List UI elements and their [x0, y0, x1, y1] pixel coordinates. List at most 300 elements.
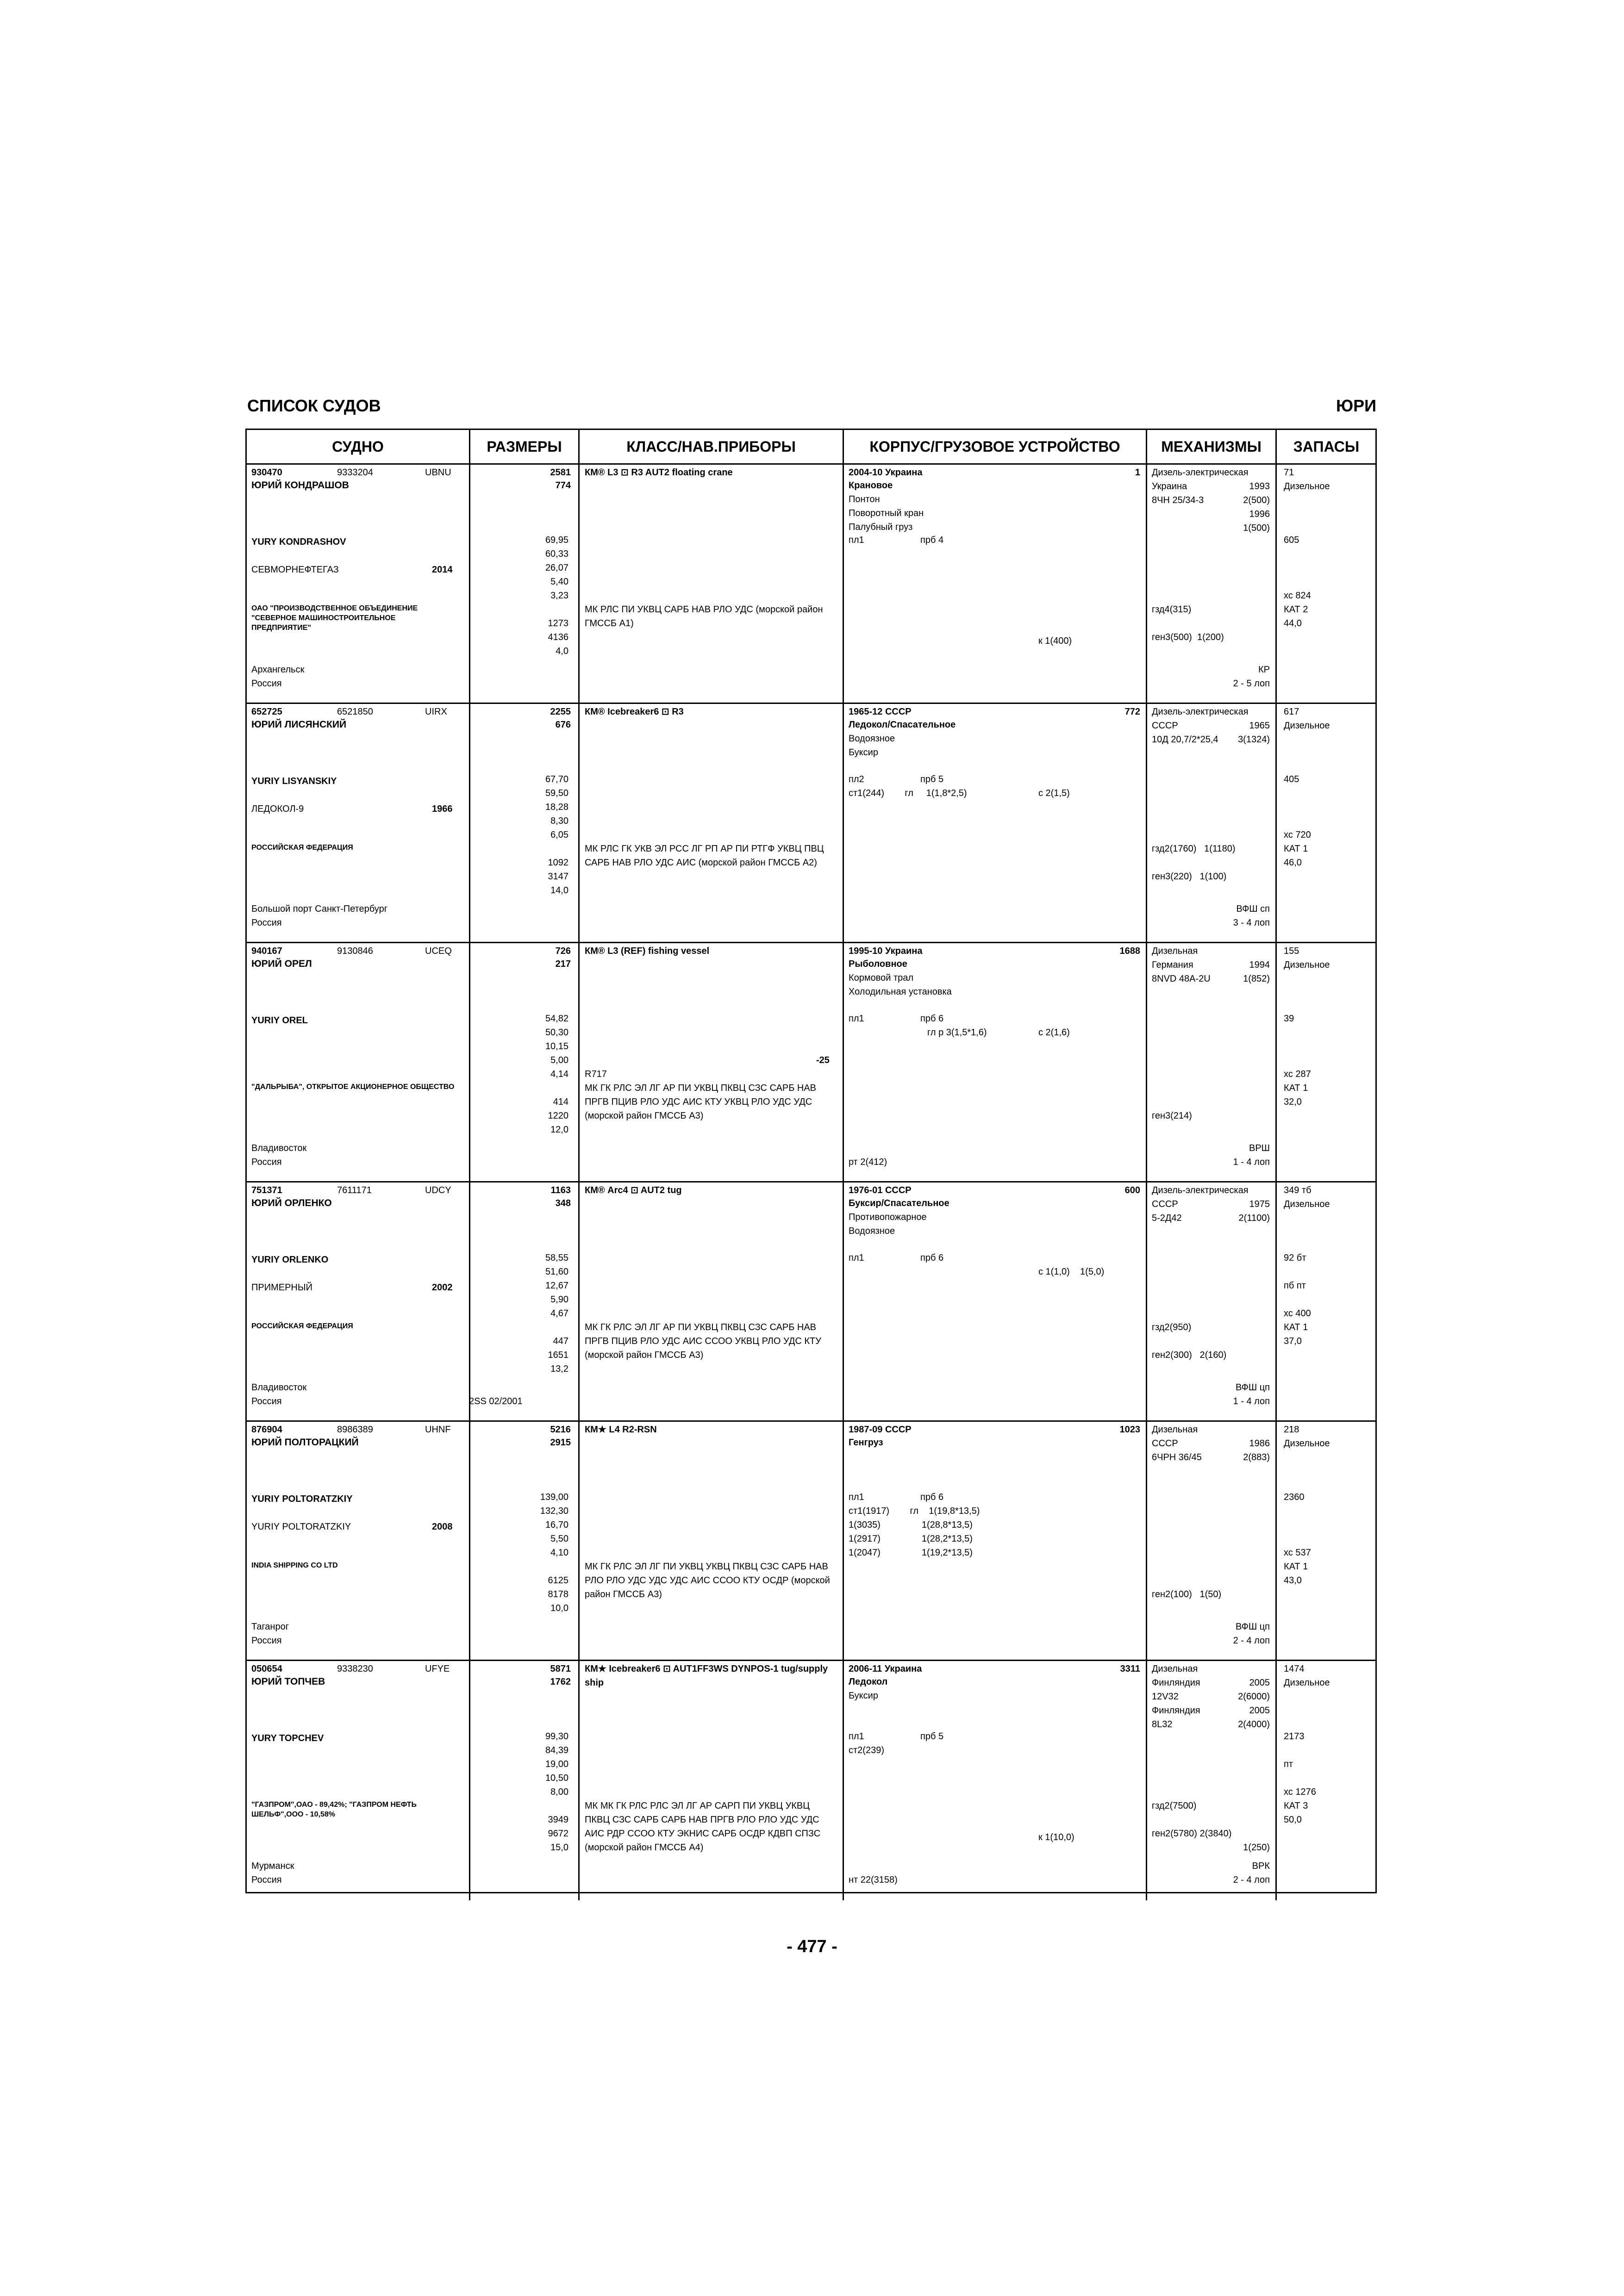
vessel-former-name: ЛЕДОКОЛ-9: [251, 804, 304, 814]
gross-tonnage: 5216: [550, 1425, 571, 1435]
size-value: 3,23: [550, 591, 568, 601]
hull-extra: с 2(1,6): [1038, 1027, 1070, 1038]
size-value: 5,90: [550, 1294, 568, 1305]
navigation-equipment: МК ГК РЛС ЭЛ ЛГ АР ПИ УКВЦ ПКВЦ СЗС САРБ НАВ ПРГВ ПЦИВ РЛО УДС АИС ССОО УКВЦ РЛО УДС КТУ (морской район ГМССБ А3): [585, 1322, 821, 1360]
col-header-class: КЛАСС/НАВ.ПРИБОРЫ: [626, 438, 796, 455]
vessel-name-latin: YURY KONDRASHOV: [251, 537, 346, 547]
vessel-owner: ОАО "ПРОИЗВОДСТВЕННОЕ ОБЪЕДИНЕНИЕ "СЕВЕРНОЕ МАШИНОСТРОИТЕЛЬНОЕ ПРЕДПРИЯТИЕ": [251, 604, 418, 632]
ship-record: [247, 1422, 1375, 1661]
column-divider: [469, 465, 470, 703]
hull-decks: пл1: [849, 1492, 864, 1502]
column-divider: [1275, 1422, 1277, 1660]
hull-type: Генгруз: [849, 1437, 883, 1448]
class-notation: КМ® Icebreaker6 ⊡ R3: [585, 707, 684, 717]
column-divider: [843, 943, 844, 1181]
size-value: 13,2: [550, 1364, 568, 1374]
column-divider: [843, 704, 844, 942]
ship-record: [247, 1661, 1375, 1900]
generator-aux: ген2(5780) 2(3840): [1152, 1829, 1232, 1839]
net-tonnage: 2915: [550, 1437, 571, 1448]
generator-aux: ген3(500) 1(200): [1152, 632, 1224, 642]
column-divider: [578, 943, 580, 1181]
col-header-supplies: ЗАПАСЫ: [1293, 438, 1360, 455]
size-value: 54,82: [545, 1014, 568, 1024]
size-value: 15,0: [550, 1842, 568, 1853]
hull-type: Противопожарное: [849, 1212, 927, 1222]
supplies-value: КАТ 1: [1284, 844, 1308, 854]
navigation-equipment: МК МК ГК РЛС РЛС ЭЛ ЛГ АР САРП ПИ УКВЦ УКВЦ ПКВЦ СЗС САРБ САРБ НАВ ПРГВ РЛО РЛО УДС УДС АИС РДР ССОО КТУ ЭКНИС САРБ ОСДР КДВП СПЗС (морской район ГМССБ А4): [585, 1801, 821, 1853]
supplies-value: 71: [1284, 467, 1294, 478]
vessel-name-latin: YURIY LISYANSKIY: [251, 776, 337, 786]
size-value: 9672: [548, 1829, 568, 1839]
hull-type: Поворотный кран: [849, 508, 924, 518]
size-value: 1092: [548, 858, 568, 868]
vessel-imo: 876904: [251, 1425, 282, 1435]
table-header: [247, 430, 1375, 465]
hull-type: Буксир/Спасательное: [849, 1198, 949, 1208]
supplies-value: 44,0: [1284, 618, 1302, 628]
vessel-country: Россия: [251, 678, 282, 689]
size-value: 132,30: [540, 1506, 568, 1516]
crew-info: 1 - 4 лоп: [1233, 1396, 1270, 1406]
column-divider: [843, 1182, 844, 1420]
navigation-equipment: R717 МК ГК РЛС ЭЛ ЛГ АР ПИ УКВЦ ПКВЦ СЗС САРБ НАВ ПРГВ ПЦИВ РЛО УДС АИС КТУ УКВЦ РЛО УДС УДС (морской район ГМССБ А3): [585, 1069, 817, 1121]
net-tonnage: 348: [555, 1198, 571, 1208]
gross-tonnage: 1163: [550, 1185, 571, 1195]
supplies-value: хс 287: [1284, 1069, 1311, 1079]
class-notation: КМ★ L4 R2-RSN: [585, 1425, 657, 1435]
hull-build-year: 1987-09 СССР: [849, 1425, 912, 1435]
vessel-callsign: UCEQ: [425, 946, 452, 956]
generator-main: гзд2(1760) 1(1180): [1152, 844, 1236, 854]
generator-aux: ген2(300) 2(160): [1152, 1350, 1227, 1360]
hull-number: 3311: [1120, 1664, 1140, 1674]
vessel-port: Большой порт Санкт-Петербург: [251, 904, 388, 914]
hull-type: Крановое: [849, 480, 893, 491]
supplies-value: 218: [1284, 1425, 1299, 1435]
column-divider: [1275, 1182, 1277, 1420]
vessel-owner: РОССИЙСКАЯ ФЕДЕРАЦИЯ: [251, 844, 353, 852]
vessel-former-name: СЕВМОРНЕФТЕГАЗ: [251, 565, 339, 575]
vessel-imo: 050654: [251, 1664, 282, 1674]
supplies-value: КАТ 1: [1284, 1083, 1308, 1093]
cargo-gear: 1(2047) 1(19,2*13,5): [849, 1548, 973, 1558]
hull-type: Водоязное: [849, 1226, 895, 1236]
propulsion-type: КР: [1258, 665, 1270, 675]
vessel-callsign: UBNU: [425, 467, 451, 478]
size-value: 3949: [548, 1815, 568, 1825]
vessel-callsign: UFYE: [425, 1664, 450, 1674]
vessel-former-name: YURIY POLTORATZKIY: [251, 1522, 351, 1532]
vessel-former-year: 2008: [432, 1522, 453, 1532]
engine-country: СССР: [1152, 721, 1178, 731]
vessel-country: Россия: [251, 1875, 282, 1885]
vessel-callsign: UHNF: [425, 1425, 451, 1435]
propulsion-type: ВРК: [1252, 1861, 1270, 1871]
supplies-value: 50,0: [1284, 1815, 1302, 1825]
size-value: 3147: [548, 871, 568, 882]
size-value: 59,50: [545, 788, 568, 798]
class-notation: КМ® Arc4 ⊡ AUT2 tug: [585, 1185, 682, 1195]
vessel-imo: 652725: [251, 707, 282, 717]
engine-year: 1975: [1249, 1199, 1270, 1209]
class-notation: КМ® L3 ⊡ R3 AUT2 floating crane: [585, 467, 733, 478]
ship-record: [247, 943, 1375, 1182]
supplies-value: 405: [1284, 774, 1299, 784]
size-value: 8178: [548, 1589, 568, 1599]
vessel-name-ru: ЮРИЙ ОРЕЛ: [251, 958, 312, 969]
size-value: 14,0: [550, 885, 568, 896]
size-value: 69,95: [545, 535, 568, 545]
hull-number: 772: [1124, 707, 1140, 717]
size-value: 8,00: [550, 1787, 568, 1797]
class-notation: КМ® L3 (REF) fishing vessel: [585, 946, 710, 956]
generator-aux: ген3(220) 1(100): [1152, 871, 1227, 882]
engine-type: Дизельная: [1152, 1664, 1198, 1674]
hull-build-year: 2004-10 Украина: [849, 467, 923, 478]
size-value: 19,00: [545, 1759, 568, 1769]
engine-year: 2005: [1249, 1678, 1270, 1688]
fuel-tanks: нт 22(3158): [849, 1875, 898, 1885]
hull-extra: с 2(1,5): [1038, 788, 1070, 798]
vessel-id-number: 7611171: [337, 1185, 372, 1195]
engine-power: 1996: [1249, 509, 1270, 519]
column-divider: [469, 704, 470, 942]
hull-decks: пл1: [849, 1731, 864, 1742]
column-divider: [1275, 465, 1277, 703]
supplies-value: 43,0: [1284, 1575, 1302, 1586]
generator-extra: 1(250): [1243, 1842, 1270, 1853]
crew-info: 1 - 4 лоп: [1233, 1157, 1270, 1167]
hull-bulkheads: прб 6: [920, 1492, 944, 1502]
gross-tonnage: 2255: [550, 707, 571, 717]
supplies-value: 2173: [1284, 1731, 1305, 1742]
propulsion-type: ВРШ: [1249, 1143, 1270, 1153]
column-divider: [469, 1422, 470, 1660]
hull-type: Ледокол: [849, 1677, 888, 1687]
cargo-gear: ст1(1917) гл 1(19,8*13,5): [849, 1506, 980, 1516]
engine-type: Дизельная: [1152, 1425, 1198, 1435]
engine-year: 1965: [1249, 721, 1270, 731]
supplies-value: 32,0: [1284, 1097, 1302, 1107]
vessel-former-year: 2002: [432, 1282, 453, 1293]
size-value: 12,67: [545, 1281, 568, 1291]
vessel-name-latin: YURIY POLTORATZKIY: [251, 1494, 353, 1504]
hull-number: 1688: [1119, 946, 1140, 956]
supplies-value: 605: [1284, 535, 1299, 545]
size-value: 18,28: [545, 802, 568, 812]
supplies-value: 37,0: [1284, 1336, 1302, 1346]
size-value: 447: [553, 1336, 568, 1346]
vessel-owner: "ДАЛЬРЫБА", ОТКРЫТОЕ АКЦИОНЕРНОЕ ОБЩЕСТВО: [251, 1083, 455, 1091]
supplies-value: 349 тб: [1284, 1185, 1312, 1195]
size-value: 414: [553, 1097, 568, 1107]
engine-power: 2(1100): [1238, 1213, 1270, 1223]
hull-bulkheads: прб 5: [920, 774, 944, 784]
supplies-value: хс 824: [1284, 591, 1311, 601]
engine-type: Дизель-электрическая: [1152, 467, 1249, 478]
size-value: 4,10: [550, 1548, 568, 1558]
supplies-value: 92 бт: [1284, 1253, 1306, 1263]
column-divider: [1146, 704, 1147, 942]
engine-model: 5-2Д42: [1152, 1213, 1182, 1223]
col-header-sizes: РАЗМЕРЫ: [487, 438, 562, 455]
class-notation: КМ★ Icebreaker6 ⊡ AUT1FF3WS DYNPOS-1 tug/supply ship: [585, 1664, 828, 1688]
engine-power: 1(500): [1243, 523, 1270, 533]
engine-model: 12V32: [1152, 1692, 1179, 1702]
size-value: 60,33: [545, 549, 568, 559]
vessel-imo: 930470: [251, 467, 282, 478]
hull-type: Понтон: [849, 494, 880, 504]
size-value: 6125: [548, 1575, 568, 1586]
size-value: 5,50: [550, 1534, 568, 1544]
size-value: 4136: [548, 632, 568, 642]
supplies-value: 155: [1284, 946, 1299, 956]
col-header-machinery: МЕХАНИЗМЫ: [1161, 438, 1262, 455]
engine-country: Украина: [1152, 481, 1187, 492]
size-value: 1273: [548, 618, 568, 628]
size-value: 10,0: [550, 1603, 568, 1613]
navigation-equipment: МК ГК РЛС ЭЛ ЛГ ПИ УКВЦ УКВЦ ПКВЦ СЗС САРБ НАВ РЛО РЛО УДС УДС УДС АИС ССОО КТУ ОСДР (морской район ГМССБ А3): [585, 1562, 830, 1599]
vessel-callsign: UDCY: [425, 1185, 451, 1195]
gross-tonnage: 2581: [550, 467, 571, 478]
engine-country-2: Финляндия: [1152, 1705, 1200, 1716]
fuel-tanks: рт 2(412): [849, 1157, 887, 1167]
hull-extra: с 1(1,0) 1(5,0): [1038, 1267, 1105, 1277]
size-value: 67,70: [545, 774, 568, 784]
hull-type: Холодильная установка: [849, 987, 952, 997]
generator-aux: ген3(214): [1152, 1111, 1192, 1121]
engine-type: Дизель-электрическая: [1152, 1185, 1249, 1195]
vessel-port: Владивосток: [251, 1382, 307, 1393]
generator-aux: ген2(100) 1(50): [1152, 1589, 1222, 1599]
vessel-id-number: 6521850: [337, 707, 373, 717]
column-divider: [843, 1661, 844, 1900]
engine-year: 1993: [1249, 481, 1270, 492]
cargo-gear: 1(3035) 1(28,8*13,5): [849, 1520, 973, 1530]
supplies-value: Дизельное: [1284, 1199, 1330, 1209]
vessel-name-ru: ЮРИЙ ЛИСЯНСКИЙ: [251, 719, 347, 730]
column-divider: [843, 1422, 844, 1660]
engine-power: 2(500): [1243, 495, 1270, 505]
crew-info: 2 - 5 лоп: [1233, 678, 1270, 689]
ship-record: [247, 704, 1375, 943]
supplies-value: Дизельное: [1284, 1438, 1330, 1449]
size-value: 4,0: [556, 646, 568, 656]
hull-extra: к 1(10,0): [1038, 1832, 1074, 1842]
supplies-value: КАТ 3: [1284, 1801, 1308, 1811]
size-value: 5,40: [550, 577, 568, 587]
hull-bulkheads: прб 4: [920, 535, 944, 545]
net-tonnage: 676: [555, 720, 571, 730]
supplies-value: 1474: [1284, 1664, 1305, 1674]
propulsion-type: ВФШ цп: [1235, 1382, 1270, 1393]
size-value: 1220: [548, 1111, 568, 1121]
size-value: 139,00: [540, 1492, 568, 1502]
column-divider: [843, 465, 844, 703]
hull-decks: пл1: [849, 535, 864, 545]
column-divider: [578, 1182, 580, 1420]
size-value: 8,30: [550, 816, 568, 826]
vessel-id-number: 9333204: [337, 467, 373, 478]
hull-type: Буксир: [849, 1691, 878, 1701]
size-value: 1651: [548, 1350, 568, 1360]
supplies-value: хс 720: [1284, 830, 1311, 840]
supplies-value: Дизельное: [1284, 721, 1330, 731]
navigation-equipment: МК РЛС ГК УКВ ЭЛ РСС ЛГ РП АР ПИ РТГФ УКВЦ ПВЦ САРБ НАВ РЛО УДС АИС (морской район ГМССБ А2): [585, 844, 824, 868]
page-header-title: СПИСОК СУДОВ: [247, 396, 381, 415]
hull-decks: пл2: [849, 774, 864, 784]
engine-type: Дизель-электрическая: [1152, 707, 1249, 717]
size-value: 50,30: [545, 1027, 568, 1038]
column-divider: [469, 1182, 470, 1420]
vessel-country: Россия: [251, 1157, 282, 1167]
column-divider: [1146, 1661, 1147, 1900]
size-value: 26,07: [545, 563, 568, 573]
vessel-former-year: 1966: [432, 804, 453, 814]
hull-build-year: 1965-12 СССР: [849, 707, 912, 717]
column-divider: [1146, 465, 1147, 703]
net-tonnage: 1762: [550, 1677, 571, 1687]
engine-country: СССР: [1152, 1199, 1178, 1209]
hull-build-year: 1995-10 Украина: [849, 946, 923, 956]
engine-power: 2005: [1249, 1705, 1270, 1716]
navigation-equipment: МК РЛС ПИ УКВЦ САРБ НАВ РЛО УДС (морской район ГМССБ А1): [585, 604, 823, 628]
hull-decks: пл1: [849, 1253, 864, 1263]
page-header-section: ЮРИ: [1336, 396, 1376, 415]
engine-power: 3(1324): [1238, 734, 1270, 745]
size-value: 51,60: [545, 1267, 568, 1277]
size-value: 10,15: [545, 1041, 568, 1052]
size-value: 6,05: [550, 830, 568, 840]
vessel-owner: INDIA SHIPPING CO LTD: [251, 1562, 338, 1569]
supplies-value: 39: [1284, 1014, 1294, 1024]
cargo-gear: ст2(239): [849, 1745, 884, 1755]
crew-info: 3 - 4 лоп: [1233, 918, 1270, 928]
vessel-owner: РОССИЙСКАЯ ФЕДЕРАЦИЯ: [251, 1322, 353, 1330]
engine-country: Финляндия: [1152, 1678, 1200, 1688]
supplies-value: КАТ 2: [1284, 604, 1308, 615]
vessel-note: 2SS 02/2001: [469, 1396, 523, 1406]
cargo-gear: гл р 3(1,5*1,6): [927, 1027, 987, 1038]
size-value: 16,70: [545, 1520, 568, 1530]
engine-model: 8NVD 48A-2U: [1152, 974, 1211, 984]
vessel-imo: 940167: [251, 946, 282, 956]
supplies-value: хс 400: [1284, 1308, 1311, 1319]
engine-power: 1(852): [1243, 974, 1270, 984]
vessel-port: Таганрог: [251, 1622, 289, 1632]
hull-bulkheads: прб 5: [920, 1731, 944, 1742]
engine-country: СССР: [1152, 1438, 1178, 1449]
hull-decks: пл1: [849, 1014, 864, 1024]
engine-power: 2(4000): [1238, 1719, 1270, 1730]
vessel-id-number: 9338230: [337, 1664, 373, 1674]
vessel-country: Россия: [251, 918, 282, 928]
hull-extra: к 1(400): [1038, 636, 1072, 646]
engine-model: 8ЧН 25/34-3: [1152, 495, 1204, 505]
page-number: - 477 -: [787, 1937, 837, 1956]
supplies-value: Дизельное: [1284, 481, 1330, 492]
engine-year: 1994: [1249, 960, 1270, 970]
column-divider: [1275, 943, 1277, 1181]
supplies-value: Дизельное: [1284, 1678, 1330, 1688]
size-value: 99,30: [545, 1731, 568, 1742]
gross-tonnage: 726: [555, 946, 571, 956]
hull-build-year: 1976-01 СССР: [849, 1185, 912, 1195]
vessel-id-number: 8986389: [337, 1425, 373, 1435]
column-divider: [1146, 1182, 1147, 1420]
supplies-value: Дизельное: [1284, 960, 1330, 970]
vessel-port: Владивосток: [251, 1143, 307, 1153]
crew-info: 2 - 4 лоп: [1233, 1875, 1270, 1885]
column-divider: [578, 704, 580, 942]
supplies-value: 617: [1284, 707, 1299, 717]
engine-model: 10Д 20,7/2*25,4: [1152, 734, 1218, 745]
vessel-owner: "ГАЗПРОМ",ОАО - 89,42%; "ГАЗПРОМ НЕФТЬ ШЕЛЬФ",ООО - 10,58%: [251, 1801, 417, 1818]
supplies-value: КАТ 1: [1284, 1562, 1308, 1572]
vessel-name-ru: ЮРИЙ ПОЛТОРАЦКИЙ: [251, 1437, 359, 1448]
vessel-former-name: ПРИМЕРНЫЙ: [251, 1282, 312, 1293]
engine-model: 6ЧРН 36/45: [1152, 1452, 1202, 1462]
engine-country: Германия: [1152, 960, 1193, 970]
class-extra: -25: [816, 1055, 830, 1065]
vessel-name-ru: ЮРИЙ КОНДРАШОВ: [251, 480, 349, 491]
hull-type: Кормовой трал: [849, 973, 914, 983]
propulsion-type: ВФШ цп: [1235, 1622, 1270, 1632]
column-divider: [578, 465, 580, 703]
cargo-gear: 1(2917) 1(28,2*13,5): [849, 1534, 973, 1544]
vessel-callsign: UIRX: [425, 707, 447, 717]
vessel-country: Россия: [251, 1636, 282, 1646]
net-tonnage: 774: [555, 480, 571, 491]
vessel-name-ru: ЮРИЙ ОРЛЕНКО: [251, 1198, 332, 1208]
hull-type: Палубный груз: [849, 522, 913, 532]
ship-record: [247, 465, 1375, 704]
engine-power: 2(883): [1243, 1452, 1270, 1462]
hull-number: 1023: [1119, 1425, 1140, 1435]
generator-main: гзд2(950): [1152, 1322, 1192, 1332]
column-divider: [1146, 1422, 1147, 1660]
size-value: 10,50: [545, 1773, 568, 1783]
col-header-hull: КОРПУС/ГРУЗОВОЕ УСТРОЙСТВО: [869, 438, 1120, 455]
generator-main: гзд4(315): [1152, 604, 1192, 615]
engine-model-2: 8L32: [1152, 1719, 1173, 1730]
engine-power: 2(6000): [1238, 1692, 1270, 1702]
supplies-value: КАТ 1: [1284, 1322, 1308, 1332]
supplies-value: 46,0: [1284, 858, 1302, 868]
vessel-name-ru: ЮРИЙ ТОПЧЕВ: [251, 1676, 325, 1687]
column-divider: [578, 1422, 580, 1660]
column-divider: [578, 1661, 580, 1900]
hull-type: Рыболовное: [849, 959, 907, 969]
vessel-port: Мурманск: [251, 1861, 294, 1871]
hull-number: 1: [1135, 467, 1140, 478]
size-value: 4,67: [550, 1308, 568, 1319]
column-divider: [469, 1661, 470, 1900]
column-divider: [1275, 1661, 1277, 1900]
vessel-name-latin: YURIY OREL: [251, 1015, 308, 1026]
size-value: 84,39: [545, 1745, 568, 1755]
column-divider: [1146, 943, 1147, 1181]
col-header-vessel: СУДНО: [332, 438, 384, 455]
vessel-country: Россия: [251, 1396, 282, 1406]
vessel-imo: 751371: [251, 1185, 282, 1195]
vessel-name-latin: YURY TOPCHEV: [251, 1733, 324, 1743]
size-value: 58,55: [545, 1253, 568, 1263]
vessel-id-number: 9130846: [337, 946, 373, 956]
hull-bulkheads: прб 6: [920, 1014, 944, 1024]
crew-info: 2 - 4 лоп: [1233, 1636, 1270, 1646]
